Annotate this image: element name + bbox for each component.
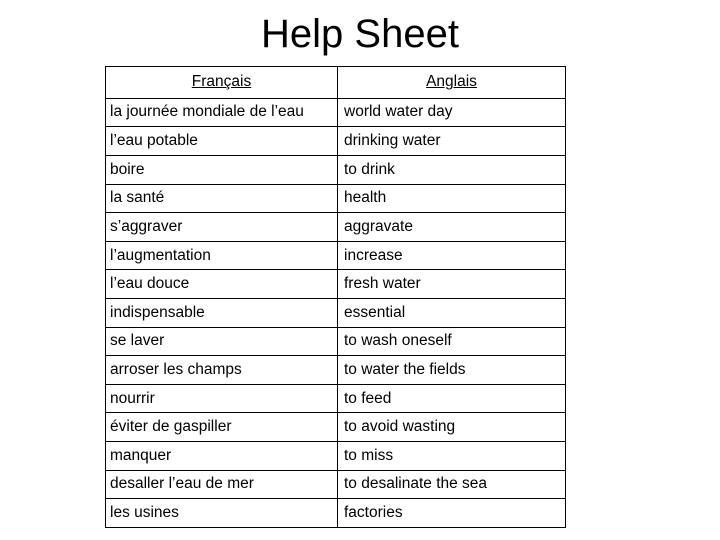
- french-term: nourrir: [106, 384, 338, 413]
- table-row: [106, 441, 566, 470]
- table-row: [106, 298, 566, 327]
- english-term: to wash oneself: [338, 327, 566, 356]
- french-term: s’aggraver: [106, 213, 338, 242]
- table-row: [106, 127, 566, 156]
- table-row: [106, 270, 566, 299]
- table-row: [106, 327, 566, 356]
- french-term: l’augmentation: [106, 241, 338, 270]
- french-term: la journée mondiale de l’eau: [106, 98, 338, 127]
- english-term: to drink: [338, 155, 566, 184]
- french-term: boire: [106, 155, 338, 184]
- table-row: [106, 184, 566, 213]
- table-row: [106, 470, 566, 499]
- french-term: éviter de gaspiller: [106, 413, 338, 442]
- english-term: to water the fields: [338, 356, 566, 385]
- table-row: [106, 384, 566, 413]
- table-row: [106, 413, 566, 442]
- table-row: [106, 98, 566, 127]
- french-term: indispensable: [106, 298, 338, 327]
- english-term: world water day: [338, 98, 566, 127]
- french-term: arroser les champs: [106, 356, 338, 385]
- page-title: Help Sheet: [261, 12, 459, 56]
- french-term: l’eau douce: [106, 270, 338, 299]
- table-row: [106, 241, 566, 270]
- table-row: [106, 213, 566, 242]
- english-term: factories: [338, 499, 566, 528]
- french-term: se laver: [106, 327, 338, 356]
- english-term: to desalinate the sea: [338, 470, 566, 499]
- table-row: [106, 499, 566, 528]
- header-french: Français: [106, 67, 338, 99]
- french-term: manquer: [106, 441, 338, 470]
- vocabulary-table: [105, 66, 566, 528]
- english-term: to avoid wasting: [338, 413, 566, 442]
- header-english: Anglais: [338, 67, 566, 99]
- table-header-row: [106, 67, 566, 99]
- english-term: to miss: [338, 441, 566, 470]
- english-term: aggravate: [338, 213, 566, 242]
- english-term: fresh water: [338, 270, 566, 299]
- english-term: to feed: [338, 384, 566, 413]
- french-term: les usines: [106, 499, 338, 528]
- english-term: health: [338, 184, 566, 213]
- english-term: increase: [338, 241, 566, 270]
- french-term: la santé: [106, 184, 338, 213]
- french-term: l’eau potable: [106, 127, 338, 156]
- english-term: drinking water: [338, 127, 566, 156]
- table-row: [106, 155, 566, 184]
- english-term: essential: [338, 298, 566, 327]
- vocabulary-table-body: [106, 67, 566, 528]
- table-row: [106, 356, 566, 385]
- french-term: desaller l’eau de mer: [106, 470, 338, 499]
